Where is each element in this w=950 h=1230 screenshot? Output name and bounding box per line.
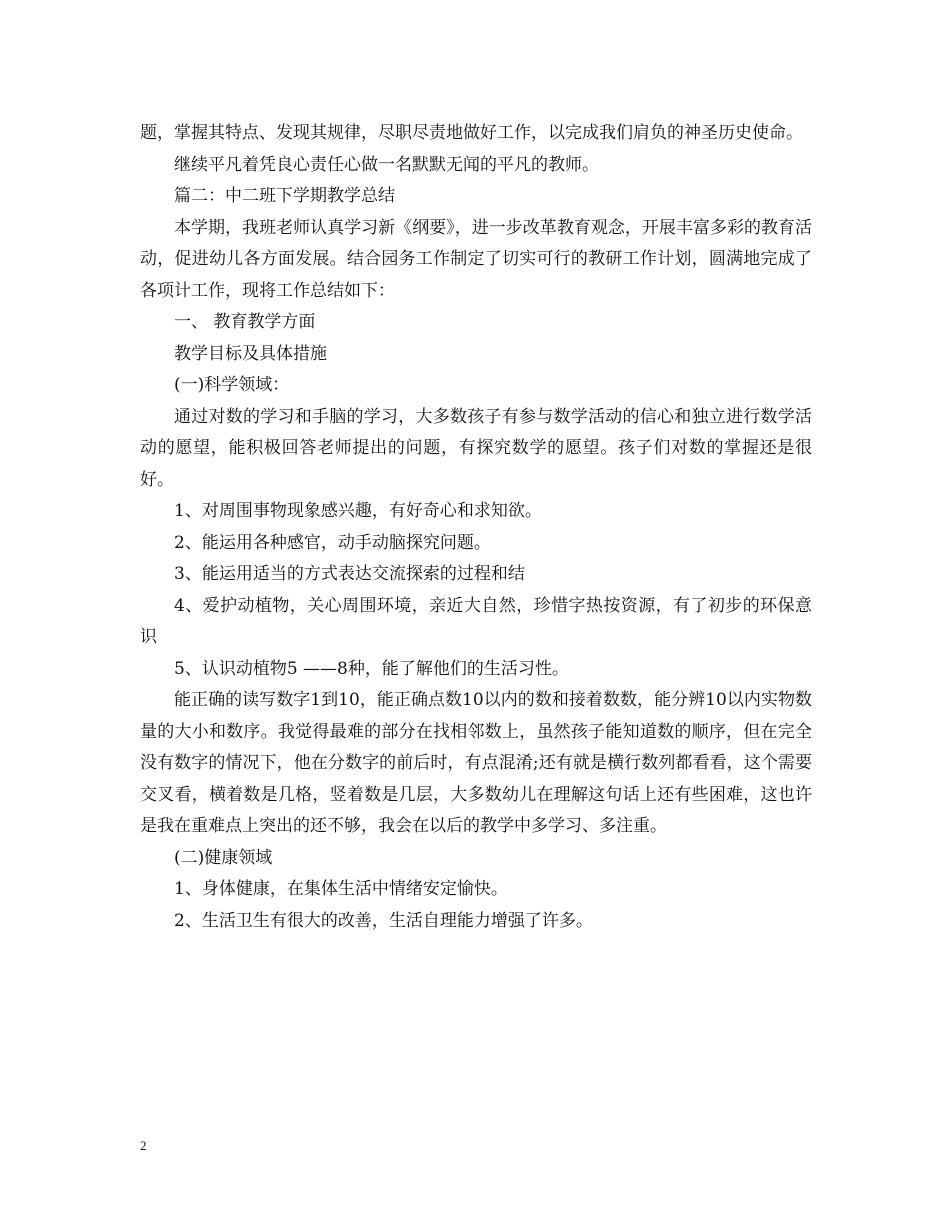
paragraph: 一、 教育教学方面 (174, 312, 316, 332)
paragraph: 继续平凡着凭良心责任心做一名默默无闻的平凡的教师。 (174, 154, 599, 175)
paragraph: 2、生活卫生有很大的改善，生活自理能力增强了许多。 (174, 910, 593, 931)
paragraph: 本学期，我班老师认真学习新《纲要》，进一步改革教育观念，开展丰富多彩的教育活动，促进幼儿各方面发展。结合园务工作制定了切实可行的教研工作计划，圆满地完成了各项计工作，现将工作总结如下： (140, 217, 812, 301)
paragraph: 篇二：中二班下学期教学总结 (174, 186, 395, 206)
page-number: 2 (140, 1138, 147, 1153)
document-body (140, 118, 812, 937)
paragraph: 2、能运用各种感官，动手动脑探究问题。 (174, 532, 491, 553)
paragraph: (一)科学领域： (174, 375, 290, 395)
paragraph: 教学目标及具体措施 (174, 343, 327, 364)
paragraph: 1、对周围事物现象感兴趣，有好奇心和求知欲。 (174, 501, 542, 521)
paragraph: 能正确的读写数字1到10，能正确点数10以内的数和接着数数，能分辨10以内实物数量的大小和数序。我觉得最难的部分在找相邻数上，虽然孩子能知道数的顺序，但在完全没有数字的情况下，他在分数字的前后时，有点混淆;还有就是横行数列都看看，这个需要交叉看，横着数是几格，竖着数是几层，大多数幼儿在理解这句话上还有些困难，这也许是我在重难点上突出的还不够，我会在以后的教学中多学习、多注重。 (140, 690, 812, 836)
paragraph: 1、身体健康，在集体生活中情绪安定愉快。 (174, 879, 508, 899)
paragraph: (二)健康领域 (174, 847, 273, 868)
paragraph: 3、能运用适当的方式表达交流探索的过程和结 (174, 564, 525, 584)
paragraph: 4、爱护动植物，关心周围环境，亲近大自然，珍惜字热按资源，有了初步的环保意识 (140, 595, 812, 647)
paragraph: 题，掌握其特点、发现其规律，尽职尽责地做好工作，以完成我们肩负的神圣历史使命。 (140, 123, 803, 143)
paragraph: 通过对数的学习和手脑的学习，大多数孩子有参与数学活动的信心和独立进行数学活动的愿望，能积极回答老师提出的问题，有探究数学的愿望。孩子们对数的掌握还是很好。 (140, 406, 812, 490)
paragraph: 5、认识动植物5 ——8种，能了解他们的生活习性。 (174, 658, 569, 679)
